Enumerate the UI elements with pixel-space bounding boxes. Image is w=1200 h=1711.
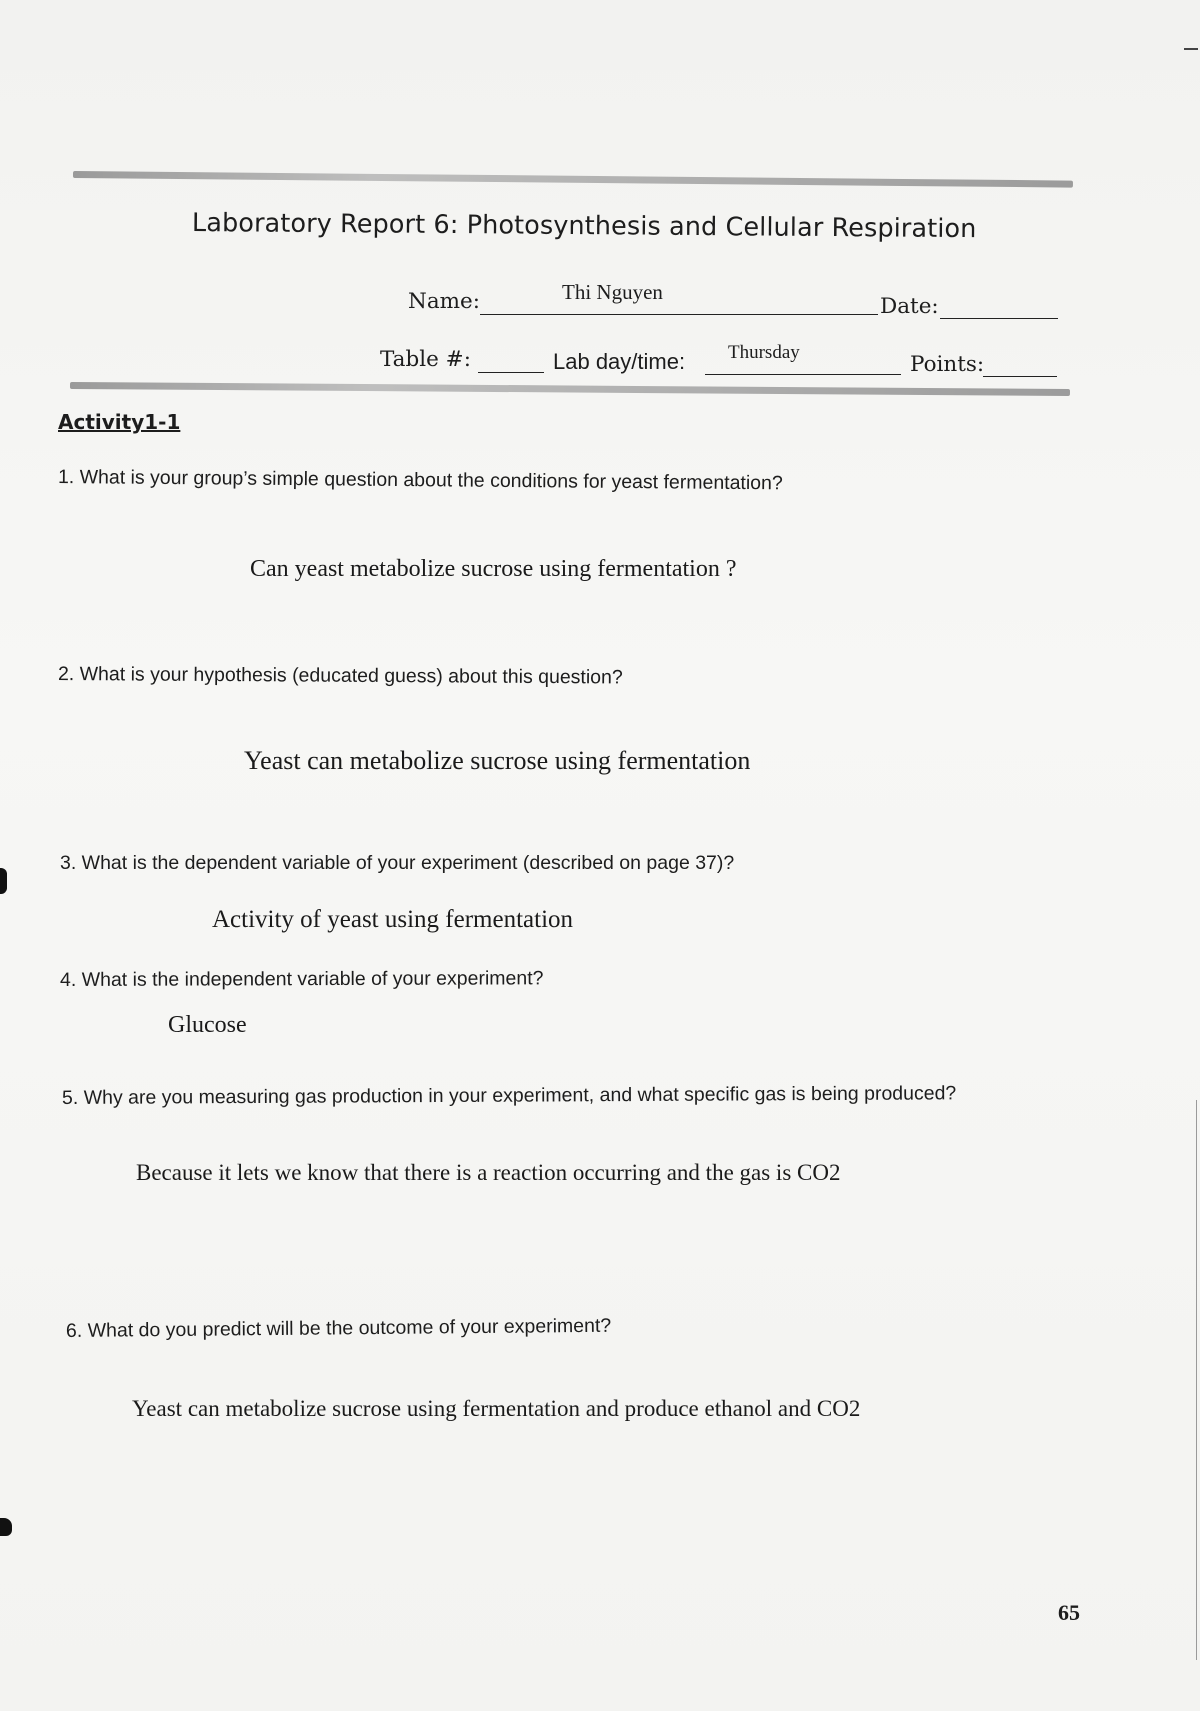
answer-4[interactable]: Glucose [168, 1012, 247, 1038]
scan-edge-mark [0, 868, 7, 894]
answer-5[interactable]: Because it lets we know that there is a reaction occurring and the gas is CO2 [136, 1160, 841, 1185]
lab-day-label: Lab day/time: [553, 349, 686, 374]
answer-1[interactable]: Can yeast metabolize sucrose using fermentation ? [250, 556, 737, 582]
lab-day-value: Thursday [728, 342, 800, 363]
scan-edge-mark [0, 1518, 12, 1536]
points-label: Points: [910, 352, 985, 377]
scan-edge-mark [1184, 48, 1198, 50]
points-field[interactable] [983, 376, 1057, 377]
date-field[interactable] [940, 318, 1058, 319]
question-3: 3. What is the dependent variable of your experiment (described on page 37)? [60, 852, 735, 874]
table-field[interactable] [478, 372, 544, 373]
name-label: Name: [408, 289, 480, 314]
name-field[interactable] [480, 314, 878, 315]
question-4: 4. What is the independent variable of your experiment? [59, 967, 544, 991]
page-edge-line [1196, 1100, 1197, 1660]
date-label: Date: [880, 294, 939, 319]
header-bottom-rule [70, 382, 1070, 396]
question-5: 5. Why are you measuring gas production in your experiment, and what specific gas is being produced? [61, 1082, 957, 1109]
header-top-rule [73, 171, 1073, 188]
question-1: 1. What is your group’s simple question about the conditions for yeast fermentation? [57, 466, 783, 495]
page-number: 65 [1058, 1600, 1080, 1625]
activity-heading: Activity1-1 [58, 410, 181, 434]
answer-6[interactable]: Yeast can metabolize sucrose using fermentation and produce ethanol and CO2 [132, 1396, 861, 1421]
name-value: Thi Nguyen [562, 280, 663, 304]
lab-day-field[interactable] [705, 374, 901, 375]
question-6: 6. What do you predict will be the outcome of your experiment? [65, 1314, 612, 1342]
table-label: Table #: [380, 347, 471, 372]
report-title: Laboratory Report 6: Photosynthesis and Cellular Respiration [191, 208, 977, 245]
answer-2[interactable]: Yeast can metabolize sucrose using fermentation [244, 746, 751, 775]
question-2: 2. What is your hypothesis (educated guess) about this question? [57, 663, 623, 689]
answer-3[interactable]: Activity of yeast using fermentation [212, 906, 574, 933]
